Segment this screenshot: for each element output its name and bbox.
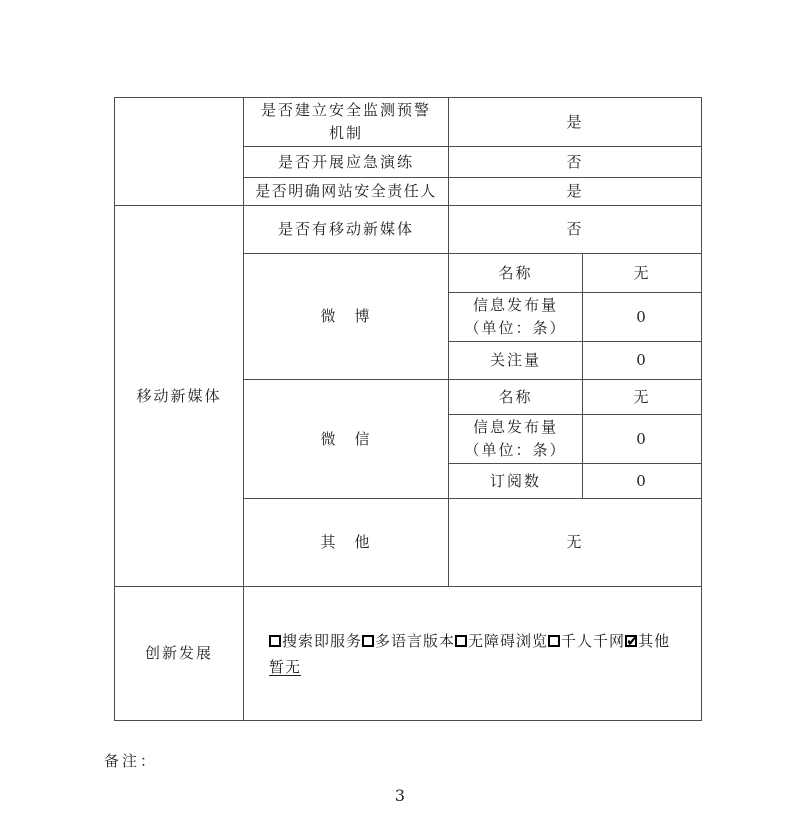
page-number: 3 bbox=[394, 786, 406, 805]
label-other-media: 其 他 bbox=[244, 499, 449, 587]
label-security-monitoring bbox=[244, 98, 449, 147]
innovation-note: 暂无 bbox=[269, 657, 302, 676]
label-wechat-subscribers: 订阅数 bbox=[449, 464, 583, 499]
value-weibo-posts: 0 bbox=[583, 293, 702, 342]
label-wechat-posts bbox=[449, 415, 583, 464]
value-wechat-posts: 0 bbox=[583, 415, 702, 464]
value-other-media: 无 bbox=[449, 499, 702, 587]
innovation-option bbox=[455, 632, 548, 650]
value-weibo-followers: 0 bbox=[583, 342, 702, 380]
value-emergency-drill: 否 bbox=[449, 147, 702, 178]
value-security-officer: 是 bbox=[449, 178, 702, 206]
checkbox-unchecked-icon bbox=[455, 635, 467, 647]
innovation-content-cell bbox=[244, 587, 702, 721]
innovation-option-label: 搜索即服务 bbox=[282, 631, 363, 650]
label-line: 信息发布量 bbox=[472, 296, 558, 314]
label-line: （单位：条） bbox=[464, 319, 567, 337]
group-label-mobile-media: 移动新媒体 bbox=[115, 206, 244, 587]
label-security-officer: 是否明确网站安全责任人 bbox=[244, 178, 449, 206]
checkbox-unchecked-icon bbox=[269, 635, 281, 647]
group-label-wechat: 微 信 bbox=[244, 380, 449, 499]
label-weibo-posts bbox=[449, 293, 583, 342]
empty-group-cell bbox=[115, 98, 244, 206]
label-line: 机制 bbox=[328, 124, 363, 142]
value-wechat-name: 无 bbox=[583, 380, 702, 415]
innovation-option-label: 千人千网 bbox=[561, 631, 626, 650]
checkbox-unchecked-icon bbox=[362, 635, 374, 647]
checkbox-unchecked-icon bbox=[548, 635, 560, 647]
innovation-option bbox=[362, 632, 455, 650]
label-weibo-followers: 关注量 bbox=[449, 342, 583, 380]
row-security-monitoring bbox=[115, 98, 702, 147]
row-has-mobile-media bbox=[115, 206, 702, 254]
label-wechat-name: 名称 bbox=[449, 380, 583, 415]
innovation-option bbox=[625, 632, 670, 650]
checkbox-checked-icon bbox=[625, 635, 637, 647]
group-label-weibo: 微 博 bbox=[244, 254, 449, 380]
label-has-mobile-media: 是否有移动新媒体 bbox=[244, 206, 449, 254]
label-line: （单位：条） bbox=[464, 441, 567, 459]
group-label-innovation: 创新发展 bbox=[115, 587, 244, 721]
remark-label: 备注： bbox=[104, 752, 159, 770]
row-innovation bbox=[115, 587, 702, 721]
value-wechat-subscribers: 0 bbox=[583, 464, 702, 499]
label-line: 信息发布量 bbox=[472, 418, 558, 436]
innovation-option-label: 其他 bbox=[638, 631, 671, 650]
innovation-option-label: 无障碍浏览 bbox=[468, 631, 549, 650]
website-report-table bbox=[114, 97, 702, 721]
value-has-mobile-media: 否 bbox=[449, 206, 702, 254]
label-weibo-name: 名称 bbox=[449, 254, 583, 293]
innovation-option bbox=[269, 632, 362, 650]
value-security-monitoring: 是 bbox=[449, 98, 702, 147]
innovation-option bbox=[548, 632, 625, 650]
innovation-option-label: 多语言版本 bbox=[375, 631, 456, 650]
label-line: 是否建立安全监测预警 bbox=[260, 101, 431, 119]
value-weibo-name: 无 bbox=[583, 254, 702, 293]
label-emergency-drill: 是否开展应急演练 bbox=[244, 147, 449, 178]
